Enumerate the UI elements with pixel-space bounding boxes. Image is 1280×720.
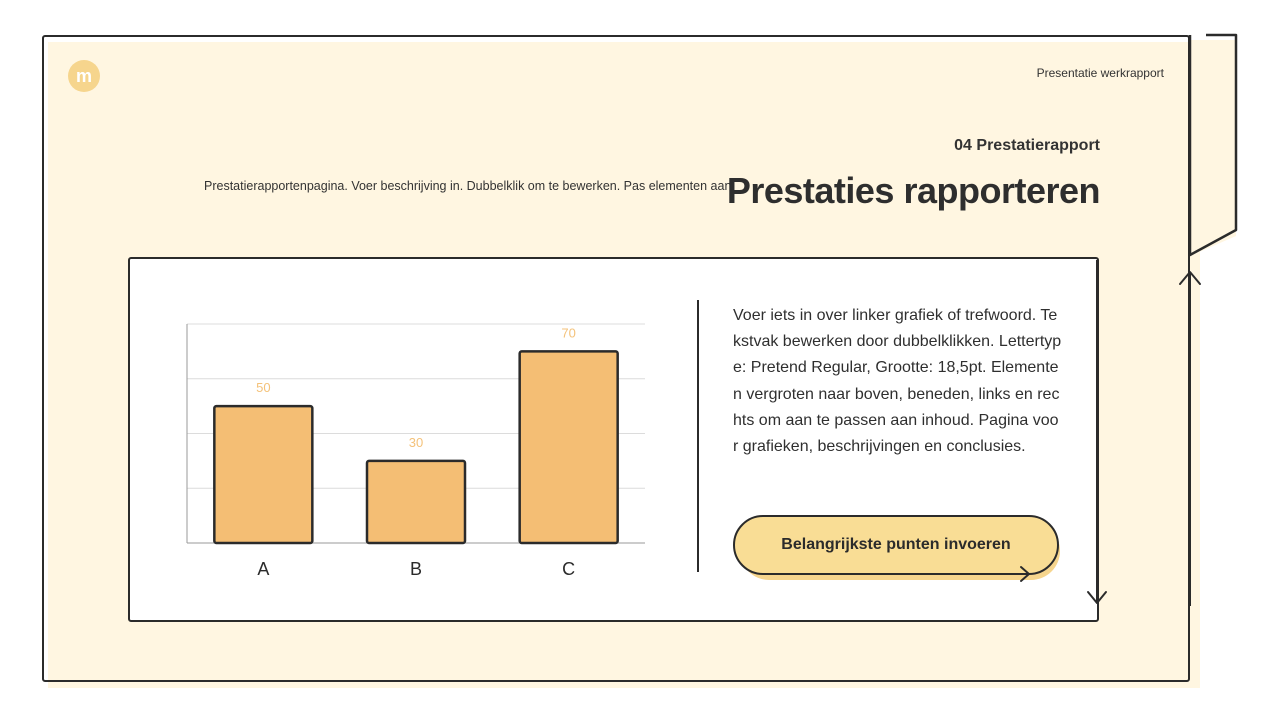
bar bbox=[214, 406, 312, 543]
slide-description[interactable]: Prestatierapportenpagina. Voer beschrijving in. Dubbelklik om te bewerken. Pas elementen aan bbox=[204, 179, 732, 193]
report-label: Presentatie werkrapport bbox=[1036, 66, 1164, 80]
section-label: 04 Prestatierapport bbox=[954, 137, 1100, 154]
flow-arrow-decoration bbox=[1080, 260, 1210, 610]
key-points-button-label: Belangrijkste punten invoeren bbox=[781, 536, 1011, 553]
data-label: 50 bbox=[256, 380, 271, 396]
page-tab-decoration bbox=[1180, 30, 1250, 270]
data-label: 30 bbox=[408, 434, 424, 450]
x-tick-label: A bbox=[257, 559, 270, 579]
content-divider bbox=[697, 300, 699, 572]
arrow-right-icon bbox=[975, 562, 1035, 586]
page-title[interactable]: Prestaties rapporteren bbox=[726, 170, 1100, 211]
x-tick-label: C bbox=[562, 559, 576, 579]
x-tick-label: B bbox=[409, 559, 423, 579]
data-label: 70 bbox=[561, 325, 576, 341]
bar bbox=[367, 461, 465, 543]
logo-icon: m bbox=[68, 60, 100, 92]
bar bbox=[520, 351, 618, 543]
body-text[interactable]: Voer iets in over linker grafiek of trefwoord. Tekstvak bewerken door dubbelklikken. Lettertype: Pretend Regular, Grootte: 18,5pt. Elementen vergroten naar boven, beneden, links en rechts om aan te passen aan inhoud. Pagina voor grafieken, beschrijvingen en conclusies. bbox=[733, 307, 1062, 456]
bar-chart bbox=[170, 310, 670, 590]
